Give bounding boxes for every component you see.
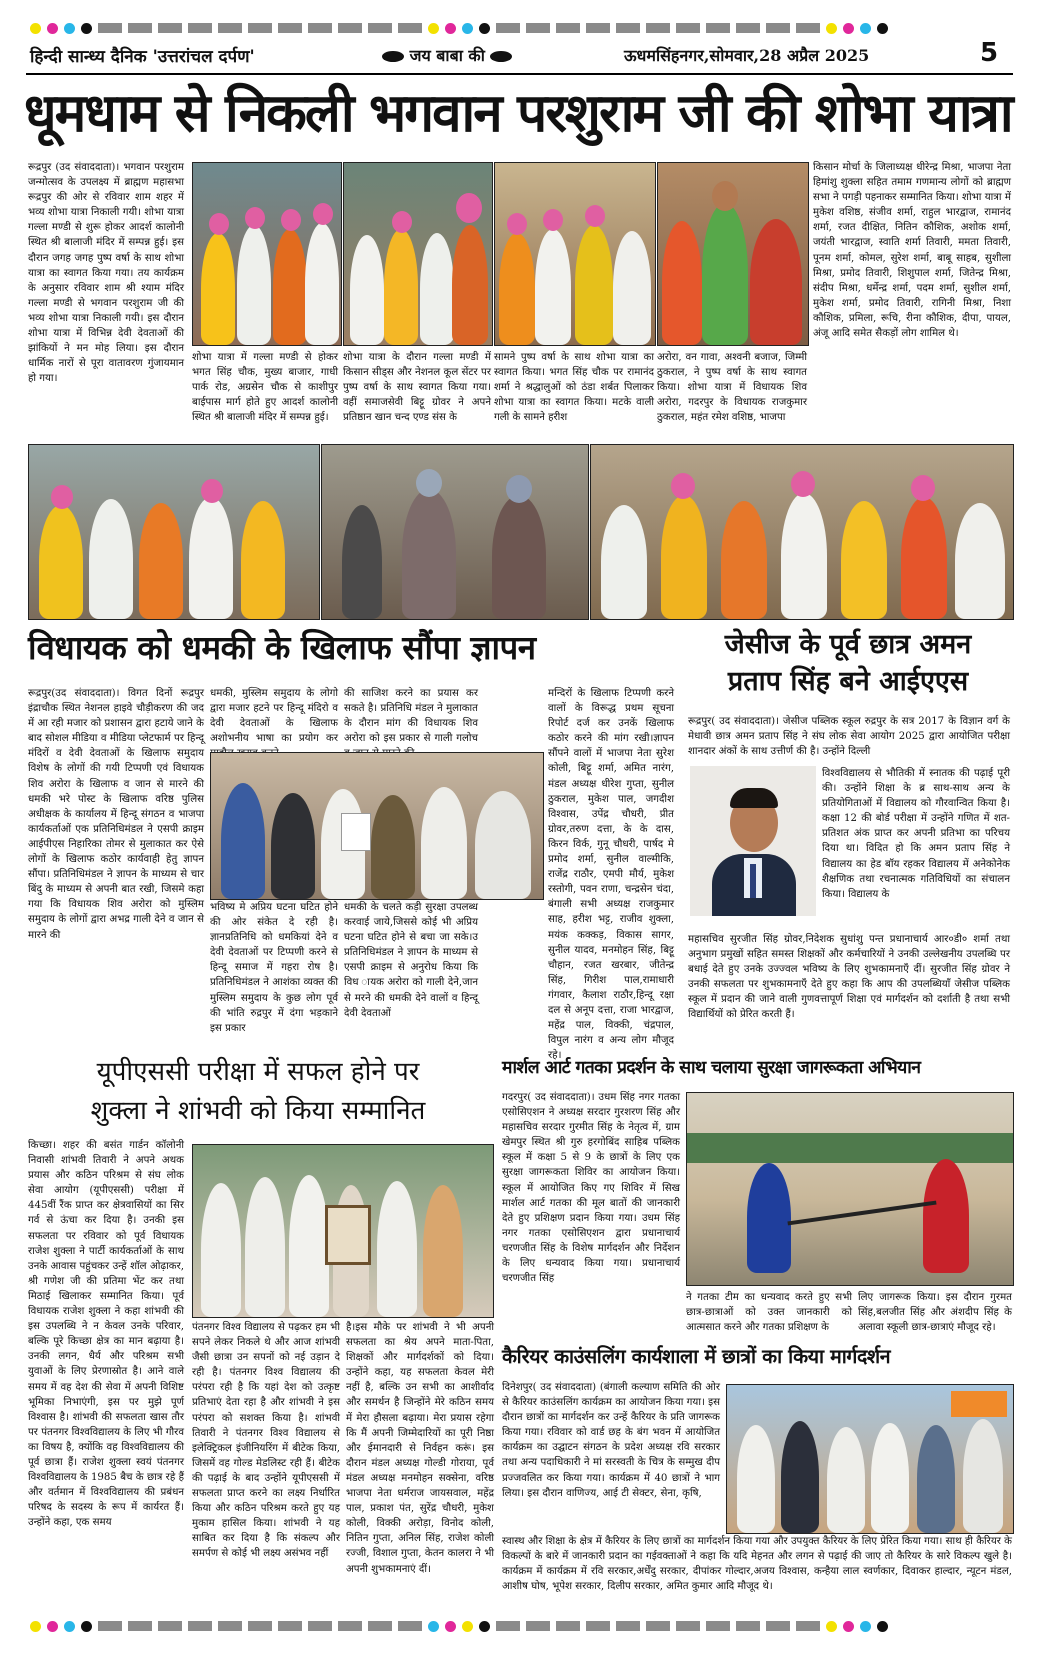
story2-photo — [210, 752, 544, 900]
story1-photo-5 — [28, 444, 320, 620]
banner — [951, 1391, 1007, 1417]
cyan-dot — [64, 23, 75, 34]
story1-photo-7 — [590, 444, 1014, 620]
story3-headline-line1: जेसीज के पूर्व छात्र अमन — [724, 629, 972, 660]
story5-col-bottom-left: ने गतका टीम का धन्यवाद करते हुए सभी छात्र-छात्राओं को उक्त जानकारी को आत्मसात करने और गतका प्रशिक्षण के — [686, 1292, 852, 1334]
story4-col2: पंतनगर विश्व विद्यालय से पढ़कर हम भी सपने लेकर निकले थे और आज शांभवी जैसी छात्रा उन सपनों को नई उड़ान दे रही है। पंतनगर विश्व विद्यालय की परंपरा रही है कि यहां देश को उत्कृष्ट प्रतिभाएं देता रहा है और शांभवी ने इस परंपरा को सशक्त किया है। शांभवी तिवारी ने पंतनगर विश्व विद्यालय से इलेक्ट्रिकल इंजीनियरिंग में बीटेक किया, जिसमें वह गोल्ड मेडलिस्ट रही हैं। बीटेक की पढ़ाई के बाद उन्होंने यूपीएससी में सफलता प्राप्त करने का लक्ष्य निर्धारित किया और कठिन परिश्रम करते हुए यह मुकाम हासिल किया। शांभवी ने यह साबित कर दिया है कि संकल्प और समर्पण से कोई भी लक्ष्य असंभव नहीं — [192, 1322, 340, 1560]
story2-col3-bottom: धमकी के चलते कड़ी सुरक्षा उपलब्ध करवाई जाये,जिससे कोई भी अप्रिय घटना घटित होने से बचा जा सके।उ प्रतिनिधिमंडल ने ज्ञापन के माध्यम से एसपी क्राइम से अनुरोध किया कि विध ायक अरोरा को गाली देने,जान से मरने की धमकी देने वालों व हिन्दू देवी देवताओं — [344, 902, 478, 1019]
story6-headline: कैरियर काउंसलिंग कार्यशाला में छात्रों का किया मार्गदर्शन — [502, 1345, 891, 1368]
story1-headline: धूमधाम से निकली भगवान परशुराम जी की शोभा यात्रा — [24, 83, 1012, 144]
magenta-dot — [47, 23, 58, 34]
story6-photo — [726, 1384, 1014, 1534]
story1-photo-4 — [657, 162, 809, 346]
story6-col-bottom: स्वास्थ और शिक्षा के क्षेत्र में कैरियर के लिए छात्रों का मार्गदर्शन किया गया और उपयुक्त कैरियर के लिए प्रेरित किया गया। साथ ही कैरियर के विकल्पों के बारे में जानकारी प्रदान का गईवक्ताओं ने कहा कि यदि मेहनत और लगन से पढ़ाई की जाए तो कैरियर के सारे विकल्प खुले है। कार्यक्रम में कार्यक्रम में रवि सरकार,अर्धेंदु सरकार, दीपांकर गोल्दार,अजय विश्वास, कन्हैया लाल स्वर्णकार, दिवाकर हाल्दार, न्यूटन मंडल, आशीष घोष, भूपेश सरकार, दिलीप सरकार, अमित कुमार आदि मौजूद थे। — [502, 1536, 1012, 1593]
story5-col-bottom-right: लिए जागरूक किया। इस दौरान गुरमत सिंह,बलजीत सिंह और अंशदीप सिंह के अलावा स्कूली छात्र-छात्राएं मौजूद रहे। — [858, 1292, 1012, 1334]
memorandum-paper — [341, 813, 371, 851]
story1-photo-6 — [321, 444, 589, 620]
story4-photo — [192, 1144, 494, 1318]
story3-col-top: रूद्रपुर( उद संवाददाता)। जेसीज पब्लिक स्कूल रुद्रपुर के सत्र 2017 के विज्ञान वर्ग के मेधावी छात्र अमन प्रताप सिंह ने संघ लोक सेवा आयोग 2025 द्वारा आयोजित परीक्षा शानदार अंकों के साथ उत्तीर्ण की है। उन्होंने दिल्ली — [688, 716, 1010, 758]
story4-col1: किच्छा। शहर की बसंत गार्डन कॉलोनी निवासी शांभवी तिवारी ने अपने अथक प्रयास और कठिन परिश्रम से संघ लोक सेवा आयोग (यूपीएससी) परीक्षा में 445वीं रैंक प्राप्त कर क्षेत्रवासियों का सिर गर्व से ऊंचा कर दिया है। उनकी इस सफलता पर रविवार को पूर्व विधायक राजेश शुक्ला ने पार्टी कार्यकर्ताओं के साथ उनके आवास पहुंचकर उन्हें शॉल ओढ़ाकर, श्री गणेश जी की प्रतिमा भेंट कर तथा मिठाई खिलाकर सम्मानित किया। पूर्व विधायक राजेश शुक्ला ने कहा शांभवी की इस उपलब्धि ने न केवल उनके परिवार, बल्कि पूरे किच्छा क्षेत्र का मान बढ़ाया है। उनकी लगन, धैर्य और परिश्रम सभी युवाओं के लिए प्रेरणास्रोत है। आने वाले समय में वह देश की सेवा में अपनी विशिष्ट भूमिका निभाएंगी, इस पर मुझे पूर्ण विश्वास है। शांभवी की सफलता खास तौर पर पंतनगर विश्वविद्यालय के लिए भी गौरव का विषय है, क्योंकि वह विश्वविद्यालय की पूर्व छात्रा हैं। राजेश शुक्ला स्वयं पंतनगर विश्वविद्यालय के 1985 बैच के छात्र रहे हैं और वर्तमान में विश्वविद्यालय की प्रबंधन परिषद के सदस्य के रूप में कार्यरत हैं। उन्होंने कहा, एक समय — [28, 1140, 185, 1529]
black-bean-icon — [490, 51, 512, 62]
story4-headline-line1: यूपीएससी परीक्षा में सफल होने पर — [96, 1057, 420, 1087]
top-registration-bar — [30, 22, 888, 34]
story1-caption-2: शोभा यात्रा के दौरान गल्ला मण्डी में किसान सीड्स और नेशनल कूल सेंटर पर पुष्प वर्षा के साथ स्वागत किया गया। वहीं समाजसेवी बिट्टू ग्रोवर ने अपने प्रतिष्ठान खान चन्द एण्ड संस के — [343, 352, 491, 424]
story1-col-right: किसान मोर्चा के जिलाध्यक्ष धीरेन्द्र मिश्रा, भाजपा नेता हिमांशु शुक्ला सहित तमाम गणमान्य लोगों को ब्राह्मण सभा ने पगड़ी पहनाकर सम्मानित किया। शोभा यात्रा में मुकेश वशिष्ठ, संजीव शर्मा, राहुल भारद्वाज, रामानंद शर्मा, रजत दीक्षित, नितिन कौशिक, अशोक शर्मा, जयंती भारद्वाज, स्वाति शर्मा तिवारी, ममता तिवारी, पूनम शर्मा, कोमल, सुरेश शर्मा, बाबू साहब, सुशीला मिश्रा, प्रमोद तिवारी, शिशुपाल शर्मा, जितेन्द्र मिश्रा, संदीप मिश्रा, धर्मेन्द्र शर्मा, पदम शर्मा, सुशील शर्मा, मुकेश शर्मा, प्रमोद तिवारी, रागिनी मिश्रा, निशा कौशिक, प्रमिला, रूचि, रीना कौशिक, दीपा, पायल, अंजू आदि समेत सैकड़ों लोग शामिल थे। — [813, 162, 1011, 340]
story1-caption-4: अरोरा, वन गावा, अश्वनी बजाज, जिम्मी ठुकराल, ने पुष्प वर्षा के साथ स्वागत किया। शोभा यात्रा में विधायक शिव अरोरा, गदरपुर के विधायक राजकुमार ठुकराल, महंत रमेश वशिष्ठ, भाजपा — [657, 352, 807, 424]
story1-photo-2 — [343, 162, 493, 346]
story1-photo-1 — [192, 162, 342, 346]
black-dot — [81, 23, 92, 34]
header-rule — [26, 73, 1013, 75]
story2-headline: विधायक को धमकी के खिलाफ सौंपा ज्ञापन — [28, 628, 536, 667]
story1-photo-3 — [494, 162, 656, 346]
story3-col-side: विश्वविद्यालय से भौतिकी में स्नातक की पढ़ाई पूरी की। उन्होंने शिक्षा के ब्र साथ-साथ अन्य के प्रतियोगिताओं में विद्यालय को गौरवान्वित किया है। कक्षा 12 की बोर्ड परीक्षा में उन्होंने गणित में शत-प्रतिशत अंक प्राप्त कर अपनी प्रतिभा का परिचय दिया था। विदित हो कि अमन प्रताप सिंह ने विद्यालय का हेड बॉय रहकर विद्यालय में अनेकोनेक शैक्षणिक तथा रचनात्मक गतिविधियों का संचालन किया। विद्यालय के — [822, 768, 1010, 900]
black-bean-icon — [382, 51, 404, 62]
story2-col1: रूद्रपुर(उद संवाददाता)। विगत दिनों रूद्रपुर इंद्राचौक स्थित नेशनल हाइवे चौड़ीकरण की जद में आ रही मजार को प्रशासन द्वारा हटाये जाने के बाद सोशल मीडिया व मीडिया प्लेटफार्म पर हिन्दू मंदिरों व देवी देवताओं के खिलाफ समुदाय विशेष के लोगों की गयी टिप्पणी एवं विधायक शिव अरोरा के खिलाफ व जान से मारने की धमकी भरे पोस्ट के खिलाफ वरिष्ठ पुलिस अधीक्षक के कार्यालय में हिन्दू संगठन व भाजपा कार्यकर्ताओं एक प्रतिनिधिमंडल ने एसपी क्राइम आईपीएस निहारिका तोमर से मुलाकात कर ऐसे लोगों के खिलाफ कठोर कार्यवाही हेतु ज्ञापन सौंपा। प्रतिनिधिमंडल ने ज्ञापन के माध्यम से चार बिंदु के माध्यम से अपनी बात रखी, जिसमे कहा गया कि विधायक शिव अरोरा को मुस्लिम समुदाय के लोगों द्वारा अभद्र गाली देने व जान से मारने की — [28, 688, 204, 941]
story1-col1: रूद्रपुर (उद संवाददाता)। भगवान परशुराम जन्मोत्सव के उपलक्ष्य में ब्राह्मण महासभा रूद्रपुर की ओर से रविवार शाम शहर में भव्य शोभा यात्रा निकाली गयी। शोभा यात्रा गल्ला मण्डी से शुरू होकर आदर्श कालोनी स्थित श्री बालाजी मंदिर में सम्पन्न हुई। इस दौरान जगह जगह पुष्प वर्षा के साथ शोभा यात्रा का स्वागत किया गया। तय कार्यक्रम के अनुसार रविवार शाम श्री श्याम मंदिर गल्ला मण्डी से भगवान परशुराम जी की भव्य शोभा यात्रा निकाली गयी। इस दौरान शोभा यात्रा में विभिन्न देवी देवताओं की झांकियों ने मन मोह लिया। इस दौरान धार्मिक नारों से पूरा वातावरण गुंजायमान हो गया। — [28, 162, 184, 385]
story4-headline-line2: शुक्ला ने शांभवी को किया सम्मानित — [90, 1096, 426, 1126]
story2-col3-top: की साजिश करने का प्रयास कर सकते है। प्रतिनिधि मंडल ने मुलाकात के दौरान मांग की विधायक शिव अरोरा को इस प्रकार से गाली गलोच — [344, 688, 478, 745]
story4-col3: है।इस मौके पर शांभवी ने भी अपनी सफलता का श्रेय अपने माता-पिता, शिक्षकों और मार्गदर्शकों को दिया। उन्होंने कहा, यह सफलता केवल मेरी नहीं है, बल्कि उन सभी का आशीर्वाद और समर्थन है जिन्होंने मेरे कठिन समय में मेरा हौसला बढ़ाया। मेरा प्रयास रहेगा कि मैं अपनी जिम्मेदारियों का पूरी निष्ठा और ईमानदारी से निर्वहन करूं। इस दौरान मंडल अध्यक्ष गोल्डी गोराया, पूर्व मंडल अध्यक्ष मनमोहन सक्सेना, वरिष्ठ भाजपा नेता धर्मराज जायसवाल, महेंद्र पाल, प्रकाश पंत, सुरेंद्र चौधरी, मुकेश कोली, विक्की अरोड़ा, विनोद कोली, नितिन गुप्ता, अनिल सिंह, राजेश कोली रज्जी, विशाल गुप्ता, केतन कालरा ने भी अपनी शुभकामनाएं दीं। — [346, 1322, 494, 1575]
slogan-group — [382, 44, 512, 66]
story2-col4: मन्दिरों के खिलाफ टिप्पणी करने वालों के विरूद्ध प्रथम सूचना रिपोर्ट दर्ज कर उनकें खिलाफ कठोर करने की मांग रखी।ज्ञापन सौंपने वालों में भाजपा नेता सुरेश कोली, बिट्टू शर्मा, अमित नारंग, मंडल अध्यक्ष धीरेश गुप्ता, सुनील ठुकराल, मुकेश पाल, जगदीश विश्वास, उपेंद्र चौधरी, प्रीत ग्रोवर,तरुण दत्ता, के के दास, किरन विर्क, गुनू चौधरी, पार्षद मे प्रमोद शर्मा, सुनील वाल्मीकि, राजेंद्र राठौर, एमपी मौर्य, मुकेश रस्तोगी, पवन राणा, चन्द्रसेन चंदा, बंगाली सभी अध्यक्ष राजकुमार साह, हरीश भट्ट, राजीव शुक्ला, मयंक कक्कड़, विकास सागर, सुनील यादव, मनमोहन सिंह, बिट्टू चौहान, रजत खरबार, जीतेन्द्र सिंह, गिरीश पाल,रामाधारी गंगवार, कैलाश राठौर,हिन्दू रक्षा दल से अनूप दत्ता, राजा भारद्वाज, महेंद्र पाल, विक्की, चंद्रपाल, विपुल नारंग व अन्य लोग मौजूद रहे। — [548, 688, 674, 1062]
story1-caption-3: सामने पुष्प वर्षा के साथ शोभा यात्रा का स्वागत किया। भगत सिंह चौक पर रामानंद शर्मा ने श्रद्धालुओं को ठंडा शर्बत पिलाकर शोभा यात्रा का स्वागत किया। मटके वाली गली के सामने हरीश — [494, 352, 654, 424]
story2-col2-top: धमकी, मुस्लिम समुदाय के लोगो द्वारा मजार हटने पर हिन्दू मंदिरो व देवी देवताओं के खिलाफ अशोभनीय भाषा का प्रयोग कर — [210, 688, 338, 745]
story5-col-side: गदरपुर( उद संवाददाता)। उधम सिंह नगर गतका एसोसिएशन ने अध्यक्ष सरदार गुरशरण सिंह और महासचिव सरदार गुरमीत सिंह के नेतृत्व में, ग्राम खेमपुर स्थित श्री गुरु हरगोबिंद साहिब पब्लिक स्कूल में कक्षा 5 से 9 के छात्रों के लिए एक सुरक्षा जागरूकता शिविर का आयोजन किया। स्कूल में आयोजित किए गए शिविर में सिख मार्शल आर्ट गतका की मूल बातों की जानकारी देते हुए प्रशिक्षण प्रदान किया गया। उधम सिंह नगर गतका एसोसिएशन द्वारा प्रधानाचार्य चरणजीत सिंह के विशेष मार्गदर्शन और निर्देशन के लिए धन्यवाद किया गया। प्रधानाचार्य चरणजीत सिंह — [502, 1092, 680, 1285]
slogan: जय बाबा की — [409, 46, 485, 65]
paper-name: हिन्दी सान्ध्य दैनिक 'उत्तरांचल दर्पण' — [30, 47, 255, 67]
story3-headline-line2: प्रताप सिंह बने आईएएस — [727, 666, 969, 697]
story3-col-bottom: महासचिव सुरजीत सिंह ग्रोवर,निदेशक सुधांशु पन्त प्रधानाचार्य आर०डी० शर्मा तथा अनुभाग प्रमुखों सहित समस्त शिक्षकों और कर्मचारियों ने उनकी उल्लेखनीय उपलब्धि पर बधाई देते हुए उनके उज्ज्वल भविष्य के लिए शुभकामनाएँ दीं। सुरजीत सिंह ग्रोवर ने उनकी सफलता पर शुभकामनाएँ देते हुए कहा कि आप की उपलब्धियाँ जेसीज पब्लिक स्कूल में प्रदान की जाने वाली गुणवत्तापूर्ण शिक्षा एवं मार्गदर्शन को दर्शाती है तथा सभी विद्यार्थियों को प्रेरित करती हैं। — [688, 934, 1010, 1021]
page-number: 5 — [980, 38, 999, 68]
yellow-dot — [30, 23, 41, 34]
place-date: ऊधमसिंहनगर,सोमवार,28 अप्रैल 2025 — [624, 46, 870, 65]
story5-headline: मार्शल आर्ट गतका प्रदर्शन के साथ चलाया सुरक्षा जागरूकता अभियान — [502, 1058, 921, 1078]
bottom-registration-bar — [30, 1620, 888, 1632]
story6-col-side: दिनेशपुर( उद संवाददाता) (बंगाली कल्याण समिति की ओर से कैरियर काउंसलिंग कार्यक्रम का आयोजन किया गया। इस दौरान छात्रों का मार्गदर्शन कर उन्हें कैरियर के प्रति जागरूक किया गया। रविवार को वार्ड छह के बंग भवन में आयोजित कार्यक्रम का उद्घाटन संगठन के प्रदेश अध्यक्ष रवि सरकार तथा अन्य पदाधिकारी ने मां सरस्वती के चित्र के सम्मुख दीप प्रज्जवलित कर किया गया। कार्यक्रम में 40 छात्रों ने भाग लिया। इस दौरान वाणिज्य, आई टी सेक्टर, सेना, कृषि, — [502, 1382, 720, 1499]
story5-photo — [686, 1092, 1014, 1286]
story1-caption-1: शोभा यात्रा में गल्ला मण्डी से होकर भगत सिंह चौक, मुख्य बाजार, गाधी पार्क रोड, अग्रसेन चौक से काशीपुर बाईपास मार्ग होते हुए आदर्श कालोनी स्थित श्री बालाजी मंदिर में सम्पन्न हुई। — [192, 352, 338, 424]
story3-portrait — [690, 766, 816, 916]
story2-col2-bottom: भविष्य मे अप्रिय घटना घटित होने की ओर संकेत दे रही है।ज्ञानप्रतिनिधि को धमकियां देने व देवी देवताओं पर टिप्पणी करने से हिन्दू समाज में गहरा रोष है। प्रतिनिधिमंडल ने आशंका व्यक्त की मुस्लिम समुदाय के कुछ लोग पूर्व की भांति रुद्रपुर में दंगा भड़काने इस प्रकार — [210, 902, 338, 1034]
ganesh-idol-frame — [325, 1205, 371, 1265]
